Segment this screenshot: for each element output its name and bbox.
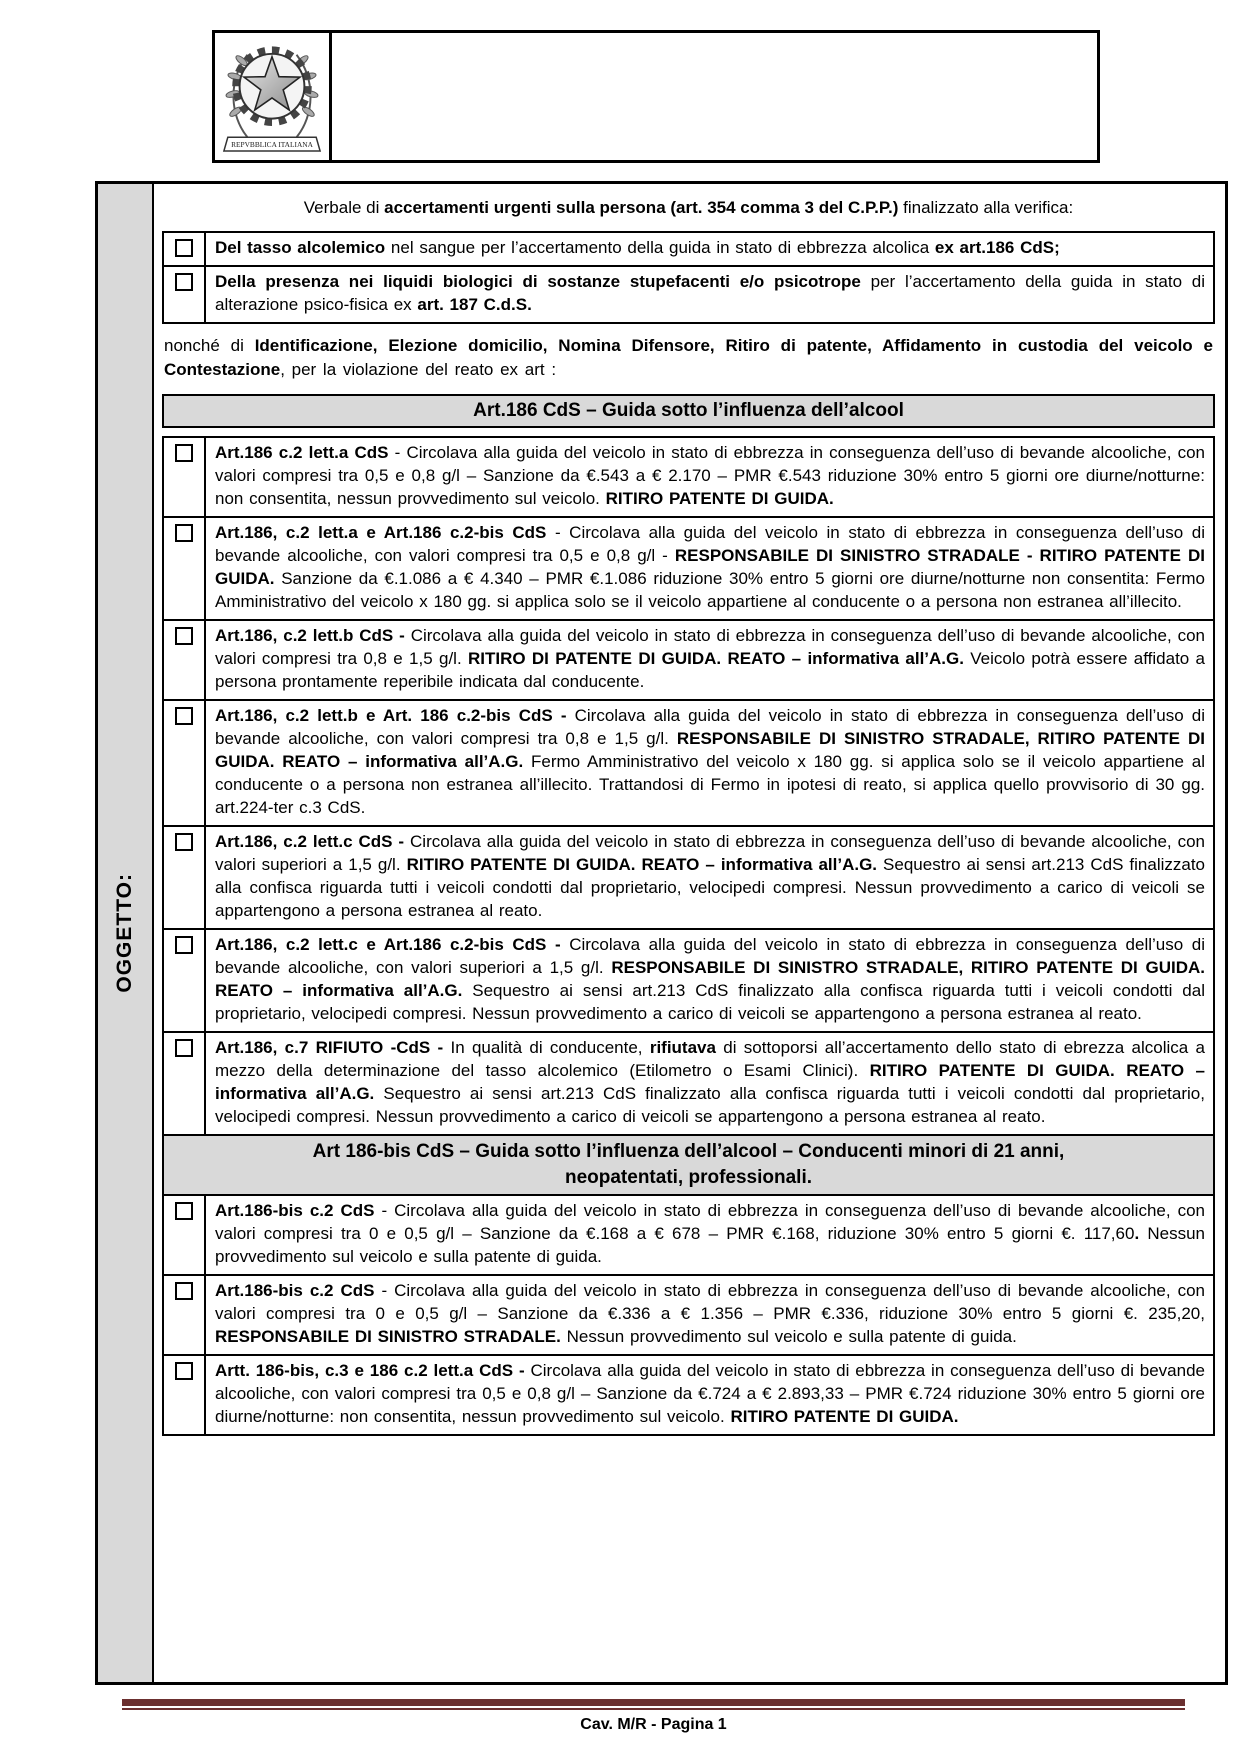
checkbox-cell [164,930,206,1031]
oggetto-column [98,184,154,1682]
footer-rule-thick [122,1699,1185,1706]
checkbox-cell [164,621,206,699]
article-row [164,701,1213,827]
checkbox-cell [164,827,206,928]
row-text: Art.186 c.2 lett.a CdS - Circolava alla guida del veicolo in stato di ebbrezza in conseguenza dell’uso di bevande alcooliche, con valori compresi tra 0,5 e 0,8 g/l – Sanzione da €.543 a € 2.170 – PMR €.543 riduzione 30% entro 5 giorni ore diurne/notturne: non consentita, nessun provvedimento sul veicolo. RITIRO PATENTE DI GUIDA. [215,443,1206,508]
header-title-box[interactable] [329,30,1100,163]
checkbox-cell [164,518,206,619]
checkbox[interactable] [175,524,193,542]
section-header-art186bis-line2: neopatentati, professionali. [564,1167,813,1188]
checkbox[interactable] [175,627,193,645]
footer-page-label: Cav. M/R - Pagina 1 [580,1716,727,1733]
section-header-art186bis-line1: Art 186-bis CdS – Guida sotto l’influenza dell’alcool – Conducenti minori di 21 anni, [312,1141,1065,1162]
ribbon-text: REPVBBLICA ITALIANA [231,139,313,149]
checkbox[interactable] [175,707,193,725]
checkbox[interactable] [175,833,193,851]
checkbox-cell [164,1356,206,1434]
row-text: Art.186, c.7 RIFIUTO -CdS - In qualità di conducente, rifiutava di sottoporsi all’accertamento dello stato di ebrezza alcolica a mezzo della determinazione del tasso alcolemico (Etilometro o Esami Clinici). RITIRO PATENTE DI GUIDA. REATO – informativa all’A.G. Sequestro ai sensi art.213 CdS finalizzato alla confisca riguarda tutti i veicoli condotti dal proprietario, velocipedi compresi. Nessun provvedimento a carico di veicoli se appartengono a persona estranea al reato. [215,1038,1205,1126]
checkbox[interactable] [175,1282,193,1300]
article-row [164,438,1213,518]
row-text: Art.186, c.2 lett.c e Art.186 c.2-bis CdS - Circolava alla guida del veicolo in stato di ebbrezza in conseguenza dell’uso di bevande alcooliche, con valori superiori a 1,5 g/l. RESPONSABILE DI SINISTRO STRADALE, RITIRO PATENTE DI GUIDA. REATO – informativa all’A.G. Sequestro ai sensi art.213 CdS finalizzato alla confisca riguarda tutti i veicoli condotti dal proprietario, velocipedi compresi. Nessun provvedimento a carico di veicoli se appartengono a persona estranea al reato. [215,935,1206,1023]
checkbox[interactable] [175,936,193,954]
checkbox-cell [164,233,206,265]
article-row [164,827,1213,930]
row-text: Del tasso alcolemico nel sangue per l’accertamento della guida in stato di ebbrezza alcolica ex art.186 CdS; [215,238,1060,257]
rows-art186bis [164,1196,1213,1434]
row-text: Art.186, c.2 lett.a e Art.186 c.2-bis CdS - Circolava alla guida del veicolo in stato di ebbrezza in conseguenza dell’uso di bevande alcooliche, con valori compresi tra 0,5 e 0,8 g/l - RESPONSABILE DI SINISTRO STRADALE - RITIRO PATENTE DI GUIDA. Sanzione da €.1.086 a € 4.340 – PMR €.1.086 riduzione 30% entro 5 giorni ore diurne/notturne non consentita: Fermo Amministrativo del veicolo x 180 gg. si applica solo se il veicolo appartiene al conducente o a persona non estranea all’illecito. [215,523,1205,611]
checkbox[interactable] [175,239,193,257]
row-text: Art.186-bis c.2 CdS - Circolava alla guida del veicolo in stato di ebbrezza in conseguenza dell’uso di bevande alcooliche, con valori compresi tra 0 e 0,5 g/l – Sanzione da €.168 a € 678 – PMR €.168, riduzione 30% entro 5 giorni €. 117,60. Nessun provvedimento sul veicolo e sulla patente di guida. [215,1201,1205,1266]
checkbox-cell [164,267,206,322]
article-row [164,930,1213,1033]
checkbox[interactable] [175,444,193,462]
checkbox[interactable] [175,1362,193,1380]
article-row [164,621,1213,701]
checkbox-cell [164,701,206,825]
verifica-table [162,231,1215,324]
articles-table [162,436,1215,1436]
italian-republic-emblem-icon [218,35,326,159]
row-text: Art.186-bis c.2 CdS - Circolava alla guida del veicolo in stato di ebbrezza in conseguenza dell’uso di bevande alcooliche, con valori compresi tra 0 e 0,5 g/l – Sanzione da €.336 a € 1.356 – PMR €.336, riduzione 30% entro 5 giorni €. 235,20, RESPONSABILE DI SINISTRO STRADALE. Nessun provvedimento sul veicolo e sulla patente di guida. [215,1281,1205,1346]
article-row [164,1196,1213,1276]
footer-rule-thin [122,1708,1185,1710]
oggetto-label: OGGETTO: [113,873,136,993]
article-row [164,518,1213,621]
checkbox-cell [164,1196,206,1274]
verifica-row [164,233,1213,267]
row-text: Art.186, c.2 lett.b CdS - Circolava alla guida del veicolo in stato di ebbrezza in conseguenza dell’uso di bevande alcooliche, con valori compresi tra 0,8 e 1,5 g/l. RITIRO DI PATENTE DI GUIDA. REATO – informativa all’A.G. Veicolo potrà essere affidato a persona prontamente reperibile indicata dal conducente. [215,626,1206,691]
checkbox-cell [164,1276,206,1354]
main-table [95,181,1228,1685]
row-text: Art.186, c.2 lett.c CdS - Circolava alla guida del veicolo in stato di ebbrezza in conseguenza dell’uso di bevande alcooliche, con valori superiori a 1,5 g/l. RITIRO PATENTE DI GUIDA. REATO – informativa all’A.G. Sequestro ai sensi art.213 CdS finalizzato alla confisca riguarda tutti i veicoli condotti dal proprietario, velocipedi compresi. Nessun provvedimento a carico di veicoli se appartengono a persona estranea al reato. [215,832,1206,920]
section-header-art186bis [164,1136,1213,1196]
checkbox-cell [164,1033,206,1134]
emblem-box [212,30,332,163]
checkbox-cell [164,438,206,516]
article-row [164,1033,1213,1136]
checkbox[interactable] [175,273,193,291]
article-row [164,1276,1213,1356]
content-column [154,184,1225,1682]
article-row [164,1356,1213,1434]
footer-rule [122,1699,1185,1710]
rows-art186 [164,438,1213,1136]
verifica-row [164,267,1213,322]
intro-paragraph: Verbale di accertamenti urgenti sulla persona (art. 354 comma 3 del C.P.P.) finalizzato alla verifica: [303,198,1074,217]
nonche-paragraph: nonché di Identificazione, Elezione domicilio, Nomina Difensore, Ritiro di patente, Affidamento in custodia del veicolo e Contestazione, per la violazione del reato ex art : [164,336,1213,379]
checkbox[interactable] [175,1039,193,1057]
row-text: Della presenza nei liquidi biologici di sostanze stupefacenti e/o psicotrope per l’accertamento della guida in stato di alterazione psico-fisica ex art. 187 C.d.S. [215,272,1206,314]
row-text: Art.186, c.2 lett.b e Art. 186 c.2-bis CdS - Circolava alla guida del veicolo in stato di ebbrezza in conseguenza dell’uso di bevande alcooliche, con valori compresi tra 0,8 e 1,5 g/l. RESPONSABILE DI SINISTRO STRADALE, RITIRO PATENTE DI GUIDA. REATO – informativa all’A.G. Fermo Amministrativo del veicolo x 180 gg. si applica solo se il veicolo appartiene al conducente o a persona non estranea all’illecito. Trattandosi di Fermo in ipotesi di reato, si applica quello provvisorio di 30 gg. art.224-ter c.3 CdS. [215,706,1205,817]
checkbox[interactable] [175,1202,193,1220]
row-text: Artt. 186-bis, c.3 e 186 c.2 lett.a CdS - Circolava alla guida del veicolo in stato di ebbrezza in conseguenza dell’uso di bevande alcooliche, con valori compresi tra 0,5 e 0,8 g/l – Sanzione da €.724 a € 2.893,33 – PMR €.724 riduzione 30% entro 5 giorni ore diurne/notturne: non consentita, nessun provvedimento sul veicolo. RITIRO PATENTE DI GUIDA. [215,1361,1205,1426]
section-header-art186: Art.186 CdS – Guida sotto l’influenza dell’alcool [162,394,1215,428]
